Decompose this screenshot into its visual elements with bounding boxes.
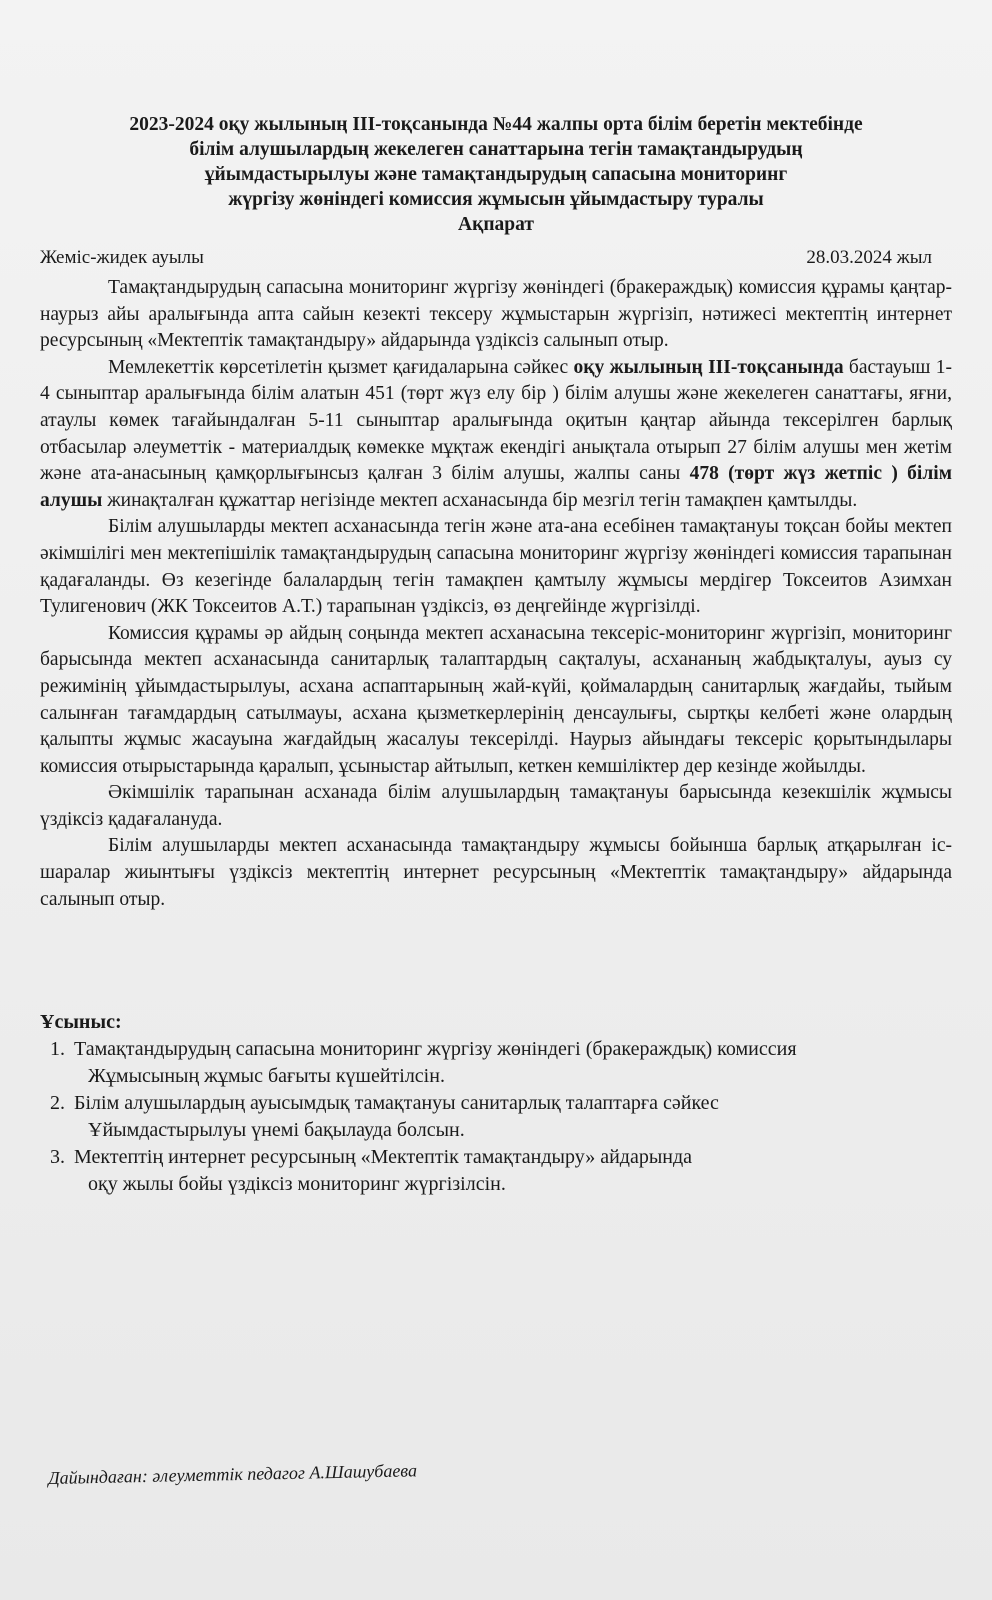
paragraph: Комиссия құрамы әр айдың соңында мектеп асханасына тексеріс-мониторинг жүргізіп, мониторинг барысында мектеп асханасында санитарлық талаптардың сақталуы, асхананың жабдықталуы, ауыз су режимінің ұйымдастырылуы, асхана аспаптарының жай-күйі, қоймалардың санитарлық жағдайы, тыйым салынған тағамдардың сатылмауы, асхана қызметкерлерінің денсаулығы, сыртқы келбеті және олардың қалыпты жұмыс жасауына жағдайдың жасалуы тексерілді. Наурыз айындағы тексеріс қорытындылары комиссия отырыстарында қаралып, ұсыныстар айтылып, кеткен кемшіліктер дер кезінде жойылды. bbox=[40, 622, 952, 777]
document-meta bbox=[40, 247, 952, 269]
title-line: жүргізу жөніндегі комиссия жұмысын ұйымдастыру туралы bbox=[228, 189, 764, 210]
title-line: 2023-2024 оқу жылының ІІІ-тоқсанында №44 жалпы орта білім беретін мектебінде bbox=[129, 114, 863, 135]
emphasis-text: оқу жылының ІІІ-тоқсанында bbox=[573, 356, 844, 378]
title-line: ұйымдастырылуы және тамақтандырудың сапасына мониторинг bbox=[204, 164, 788, 185]
title-heading: Ақпарат bbox=[458, 214, 534, 235]
recommendations-title: Ұсыныс: bbox=[40, 1011, 122, 1034]
paragraph bbox=[40, 355, 952, 515]
emphasis-text: 478 (төрт жүз жетпіс ) білім алушы bbox=[40, 463, 952, 511]
signature: Дайындаған: әлеуметтік педагог А.Шашубаева bbox=[48, 1460, 418, 1488]
document-body bbox=[40, 275, 952, 913]
recommendations bbox=[40, 1009, 952, 1198]
recommendations-list bbox=[40, 1036, 952, 1198]
paragraph: Әкімшілік тарапынан асханада білім алушылардың тамақтануы барысында кезекшілік жұмысы үздіксіз қадағалануда. bbox=[40, 782, 952, 830]
list-item: 2. Білім алушылардың ауысымдық тамақтануы санитарлық талаптарға сәйкес Ұйымдастырылуы үнемі бақылауда болсын. bbox=[70, 1090, 952, 1144]
paragraph: Білім алушыларды мектеп асханасында тамақтандыру жұмысы бойынша барлық атқарылған іс-шаралар жиынтығы үздіксіз мектептің интернет ресурсының «Мектептік тамақтандыру» айдарында салынып отыр. bbox=[40, 835, 952, 910]
list-item: 1. Тамақтандырудың сапасына мониторинг жүргізу жөніндегі (бракераждық) комиссия Жұмысының жұмыс бағыты күшейтілсін. bbox=[70, 1036, 952, 1090]
list-item: 3. Мектептің интернет ресурсының «Мектептік тамақтандыру» айдарында оқу жылы бойы үздіксіз мониторинг жүргізілсін. bbox=[70, 1144, 952, 1198]
title-line: білім алушылардың жекелеген санаттарына тегін тамақтандырудың bbox=[189, 139, 803, 160]
paragraph: Тамақтандырудың сапасына мониторинг жүргізу жөніндегі (бракераждық) комиссия құрамы қаңтар-наурыз айы аралығында апта сайын кезекті тексеру жұмыстарын жүргізіп, нәтижесі мектептің интернет ресурсының «Мектептік тамақтандыру» айдарында үздіксіз салынып отыр. bbox=[40, 277, 952, 352]
place-name: Жеміс-жидек ауылы bbox=[40, 247, 204, 268]
document-title bbox=[40, 112, 952, 237]
paragraph-text: бастауыш 1-4 сыныптар аралығында білім алатын 451 (төрт жүз елу бір ) білім алушы және жекелеген санаттағы, яғни, атаулы көмек тағайындалған 5-11 сыныптар аралығында оқитын қаңтар айында тексерілген барлық отбасылар әлеуметтік - материалдық көмекке мұқтаж екендігі анықтала отырып 27 білім алушы мен жетім және ата-анасының қамқорлығынсыз қалған 3 білім алушы, жалпы саны bbox=[40, 356, 952, 485]
paragraph: Білім алушыларды мектеп асханасында тегін және ата-ана есебінен тамақтануы тоқсан бойы мектеп әкімшілігі мен мектепішілік тамақтандырудың сапасына мониторинг жүргізу жөніндегі комиссия тарапынан қадағаланды. Өз кезегінде балалардың тегін тамақпен қамтылу жұмысы мердігер Токсеитов Азимхан Тулигенович (ЖК Токсеитов А.Т.) тарапынан үздіксіз, өз деңгейінде жүргізілді. bbox=[40, 516, 952, 618]
paragraph-text: Мемлекеттік көрсетілетін қызмет қағидаларына сәйкес bbox=[108, 356, 574, 378]
document-date: 28.03.2024 жыл bbox=[806, 247, 932, 268]
paragraph-text: жинақталған құжаттар негізінде мектеп асханасында бір мезгіл тегін тамақпен қамтылды. bbox=[102, 489, 858, 511]
